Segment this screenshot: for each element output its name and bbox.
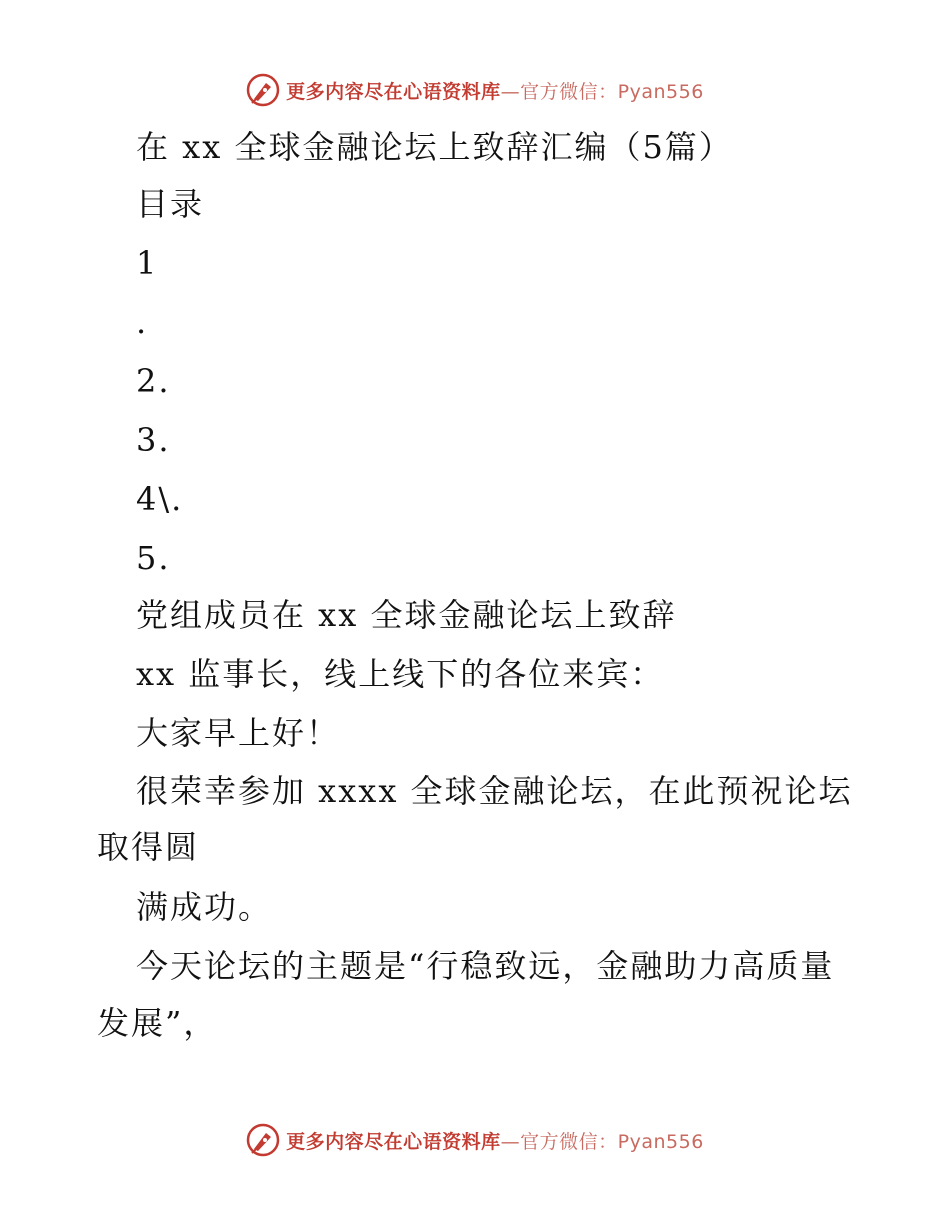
toc-item: 4\. <box>136 480 184 518</box>
toc-item: 3. <box>136 421 171 459</box>
document-title: 在 xx 全球金融论坛上致辞汇编（5篇） <box>136 128 733 166</box>
toc-item: . <box>136 303 149 341</box>
paragraph-line: 发展”， <box>97 1004 218 1042</box>
watermark-text: 更多内容尽在心语资料库—官方微信：Pyan556 <box>286 80 704 103</box>
salutation: xx 监事长，线上线下的各位来宾： <box>136 655 665 693</box>
paragraph-line: 取得圆 <box>97 828 200 866</box>
greeting: 大家早上好！ <box>136 714 341 752</box>
toc-item: 2. <box>136 362 171 400</box>
paragraph-line: 今天论坛的主题是“行稳致远，金融助力高质量 <box>136 947 835 985</box>
footer-watermark <box>0 1120 950 1160</box>
paragraph-line: 很荣幸参加 xxxx 全球金融论坛，在此预祝论坛 <box>136 772 853 810</box>
toc-heading: 目录 <box>136 185 205 223</box>
header-watermark <box>0 70 950 110</box>
toc-item: 5. <box>136 539 171 577</box>
watermark-text: 更多内容尽在心语资料库—官方微信：Pyan556 <box>286 1130 704 1153</box>
paragraph-line: 满成功。 <box>136 888 273 926</box>
pen-nib-logo-icon <box>246 73 280 107</box>
toc-item: 1 <box>136 244 159 282</box>
pen-nib-logo-icon <box>246 1123 280 1157</box>
speech-title: 党组成员在 xx 全球金融论坛上致辞 <box>136 596 677 634</box>
